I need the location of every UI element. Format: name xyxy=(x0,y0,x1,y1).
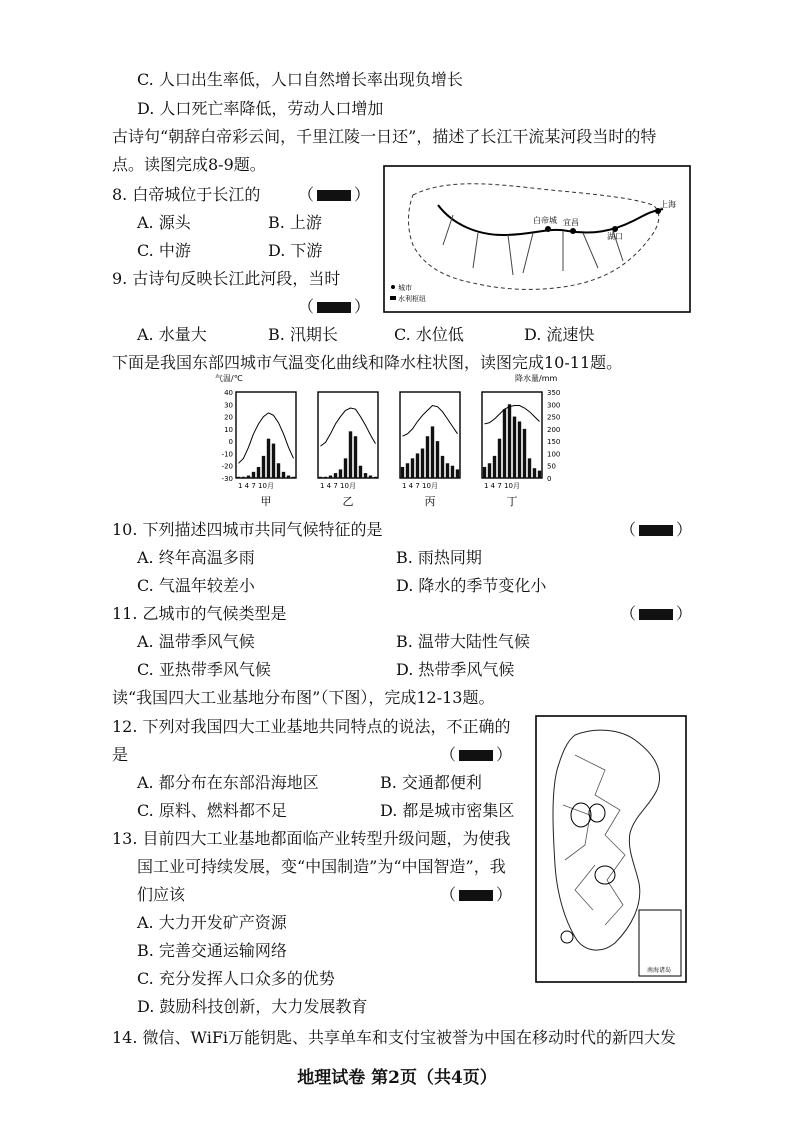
precip-tick-label: 350 xyxy=(547,389,561,397)
paren-close: ） xyxy=(354,297,371,316)
q9-answer-blank[interactable] xyxy=(298,297,370,317)
precip-bar xyxy=(416,453,419,478)
q9-option-b: B. 汛期长 xyxy=(268,325,338,344)
precip-bar xyxy=(364,473,367,478)
q11-option-a: A. 温带季风气候 xyxy=(137,632,255,651)
temp-tick-label: -20 xyxy=(221,462,233,471)
q8-option-d: D. 下游 xyxy=(268,241,323,260)
precip-bar xyxy=(247,476,250,478)
panel-label: 丁 xyxy=(506,495,518,508)
precip-bar xyxy=(533,468,536,478)
q8-stem: 8. 白帝城位于长江的 xyxy=(112,185,261,204)
precip-tick-label: 250 xyxy=(547,413,561,422)
q13-stem-line1: 13. 目前四大工业基地都面临产业转型升级问题，为使我 xyxy=(112,829,511,848)
paren-close: ） xyxy=(354,185,371,204)
panel-label: 丙 xyxy=(424,495,436,508)
q13-stem-line3: 们应该 xyxy=(137,885,186,904)
q9-option-a: A. 水量大 xyxy=(137,325,207,344)
option-d-prev: D. 人口死亡率降低，劳动人口增加 xyxy=(137,99,384,118)
precip-bar xyxy=(538,471,541,478)
temp-tick-label: -10 xyxy=(221,450,233,459)
paren-close: ） xyxy=(496,745,513,764)
precip-bar xyxy=(329,476,332,478)
q13-answer-blank[interactable] xyxy=(440,885,512,905)
q11-answer-blank[interactable] xyxy=(620,604,692,624)
paren-close: ） xyxy=(676,520,693,539)
precip-tick-label: 100 xyxy=(547,450,561,459)
temperature-curve xyxy=(321,408,376,446)
q9-stem: 9. 古诗句反映长江此河段，当时 xyxy=(112,269,341,288)
precip-bar xyxy=(411,458,414,478)
q12-stem-line1: 12. 下列对我国四大工业基地共同特点的说法，不正确的 xyxy=(112,717,511,736)
precip-bar xyxy=(324,477,327,478)
temp-tick-label: -30 xyxy=(221,475,233,483)
china-industrial-bases-map xyxy=(535,715,687,983)
precip-bar xyxy=(344,458,347,478)
temp-tick-label: 30 xyxy=(224,401,233,410)
q10-stem: 10. 下列描述四城市共同气候特征的是 xyxy=(112,520,383,539)
redaction-bar xyxy=(317,302,351,313)
precip-bar xyxy=(334,473,337,478)
map-label-yichang: 宜昌 xyxy=(563,218,579,227)
precip-bar xyxy=(287,476,290,478)
q8-option-b: B. 上游 xyxy=(268,213,322,232)
q10-option-d: D. 降水的季节变化小 xyxy=(396,576,547,595)
paren-open: （ xyxy=(620,520,637,539)
q12-stem-line2: 是 xyxy=(112,745,129,764)
paren-close: ） xyxy=(496,885,513,904)
precip-bar xyxy=(421,449,424,478)
paren-open: （ xyxy=(298,185,315,204)
intro-8-9-line2: 点。读图完成8-9题。 xyxy=(112,155,266,174)
precip-tick-label: 50 xyxy=(547,462,556,471)
q10-option-b: B. 雨热同期 xyxy=(396,548,482,567)
temp-tick-label: 20 xyxy=(224,413,233,422)
precip-bar xyxy=(282,472,285,478)
redaction-bar xyxy=(639,609,673,620)
precip-bar xyxy=(451,466,454,478)
panel-frame xyxy=(236,392,296,478)
map-label-baidi: 白帝城 xyxy=(533,216,557,225)
panel-label: 乙 xyxy=(342,495,354,508)
q13-option-b: B. 完善交通运输网络 xyxy=(137,941,287,960)
precip-bar xyxy=(513,417,516,478)
q12-option-c: C. 原料、燃料都不足 xyxy=(137,801,287,820)
intro-8-9-line1: 古诗句“朝辞白帝彩云间，千里江陵一日还”，描述了长江干流某河段当时的特 xyxy=(112,127,657,146)
precip-bar xyxy=(441,456,444,478)
q11-option-d: D. 热带季风气候 xyxy=(396,660,515,679)
q8-option-a: A. 源头 xyxy=(137,213,191,232)
precip-bar xyxy=(406,463,409,478)
precip-bar xyxy=(493,456,496,478)
precip-bar xyxy=(431,426,434,478)
precip-bar xyxy=(456,469,459,478)
precip-bar xyxy=(354,436,357,478)
legend-city: 城市 xyxy=(398,284,412,292)
temp-tick-label: 10 xyxy=(224,425,233,434)
q11-option-c: C. 亚热带季风气候 xyxy=(137,660,271,679)
map-label-hukou: 湖口 xyxy=(607,232,623,241)
left-axis-label: 气温/℃ xyxy=(215,374,243,383)
precip-bar xyxy=(374,477,377,478)
precip-bar xyxy=(523,429,526,478)
precip-bar xyxy=(488,463,491,478)
precip-bar xyxy=(518,421,521,478)
precip-bar xyxy=(349,431,352,478)
month-tick-label: 1 4 7 10月 xyxy=(320,482,356,490)
inset-label: 南海诸岛 xyxy=(647,967,672,974)
option-c-prev: C. 人口出生率低，人口自然增长率出现负增长 xyxy=(137,70,463,89)
temp-tick-label: 0 xyxy=(228,438,233,447)
yangtze-river-map xyxy=(383,165,691,313)
right-axis-label: 降水量/mm xyxy=(515,374,558,383)
q9-option-c: C. 水位低 xyxy=(394,325,464,344)
precip-tick-label: 300 xyxy=(547,401,561,410)
q13-option-d: D. 鼓励科技创新，大力发展教育 xyxy=(137,997,368,1016)
q13-stem-line2: 国工业可持续发展，变“中国制造”为“中国智造”，我 xyxy=(137,857,506,876)
q10-option-a: A. 终年高温多雨 xyxy=(137,548,255,567)
paren-open: （ xyxy=(298,297,315,316)
precip-bar xyxy=(369,476,372,478)
temperature-curve xyxy=(239,413,294,463)
precip-bar xyxy=(498,439,501,478)
q8-answer-blank[interactable] xyxy=(298,185,370,205)
precip-bar xyxy=(262,456,265,478)
month-tick-label: 1 4 7 10月 xyxy=(484,482,520,490)
precip-bar xyxy=(292,477,295,478)
panel-frame xyxy=(318,392,378,478)
temperature-curve xyxy=(403,406,458,437)
month-tick-label: 1 4 7 10月 xyxy=(402,482,438,490)
precip-tick-label: 150 xyxy=(547,438,561,447)
precip-bar xyxy=(426,436,429,478)
precip-bar xyxy=(267,439,270,478)
precip-bar xyxy=(508,404,511,478)
precip-bar xyxy=(257,467,260,478)
temperature-curve xyxy=(485,406,540,424)
precip-bar xyxy=(503,409,506,478)
paren-open: （ xyxy=(620,604,637,623)
q11-option-b: B. 温带大陆性气候 xyxy=(396,632,530,651)
precip-bar xyxy=(339,469,342,478)
q10-answer-blank[interactable] xyxy=(620,520,692,540)
precip-bar xyxy=(277,463,280,478)
panel-label: 甲 xyxy=(260,495,272,508)
intro-12-13: 读“我国四大工业基地分布图”（下图），完成12-13题。 xyxy=(112,688,495,707)
page-footer: 地理试卷 第2页（共4页） xyxy=(297,1068,497,1088)
redaction-bar xyxy=(459,890,493,901)
temp-tick-label: 40 xyxy=(224,389,233,397)
intro-10-11: 下面是我国东部四城市气温变化曲线和降水柱状图，读图完成10-11题。 xyxy=(112,353,623,372)
q8-option-c: C. 中游 xyxy=(137,241,191,260)
precip-bar xyxy=(446,463,449,478)
precip-bar xyxy=(272,444,275,478)
q10-option-c: C. 气温年较差小 xyxy=(137,576,255,595)
q12-option-d: D. 都是城市密集区 xyxy=(380,801,515,820)
legend-dam: 水利枢纽 xyxy=(398,295,426,303)
precip-bar xyxy=(359,466,362,478)
climate-charts xyxy=(215,370,575,515)
map-label-shanghai: 上海 xyxy=(660,200,676,209)
month-tick-label: 1 4 7 10月 xyxy=(238,482,274,490)
q9-option-d: D. 流速快 xyxy=(524,325,595,344)
redaction-bar xyxy=(639,525,673,536)
q13-option-c: C. 充分发挥人口众多的优势 xyxy=(137,969,335,988)
redaction-bar xyxy=(459,750,493,761)
q13-option-a: A. 大力开发矿产资源 xyxy=(137,913,287,932)
precip-tick-label: 200 xyxy=(547,425,561,434)
paren-open: （ xyxy=(440,885,457,904)
precip-bar xyxy=(242,477,245,478)
paren-open: （ xyxy=(440,745,457,764)
precip-bar xyxy=(401,467,404,478)
q11-stem: 11. 乙城市的气候类型是 xyxy=(112,604,287,623)
q12-answer-blank[interactable] xyxy=(440,745,512,765)
precip-bar xyxy=(252,472,255,478)
q12-option-a: A. 都分布在东部沿海地区 xyxy=(137,773,319,792)
q12-option-b: B. 交通都便利 xyxy=(380,773,482,792)
precip-bar xyxy=(528,458,531,478)
precip-bar xyxy=(483,467,486,478)
precip-bar xyxy=(436,441,439,478)
precip-bar xyxy=(319,477,322,478)
redaction-bar xyxy=(317,190,351,201)
precip-tick-label: 0 xyxy=(547,475,552,483)
paren-close: ） xyxy=(676,604,693,623)
q14-stem: 14. 微信、WiFi万能钥匙、共享单车和支付宝被誉为中国在移动时代的新四大发 xyxy=(112,1028,677,1047)
precip-bar xyxy=(237,477,240,478)
